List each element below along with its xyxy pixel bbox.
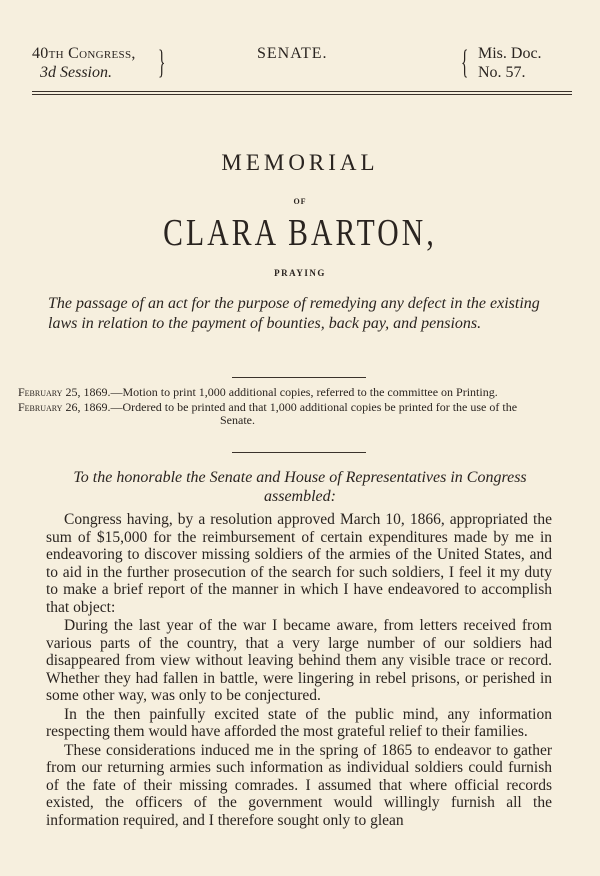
body-paragraph: During the last year of the war I became aware, from letters received from various parts of the country, that a very large number of our soldiers had disappeared from view without leaving behind them any visible trace or record. Whether they had fallen in battle, were lingering in rebel prisons, or perished in some other way, was only to be conjectured. xyxy=(46,617,552,704)
order-text: —Ordered to be printed and that 1,000 additional copies be printed for the use of the Senate. xyxy=(110,400,518,427)
doc-number-label: No. 57. xyxy=(478,64,526,81)
left-brace-icon: { xyxy=(461,44,469,81)
right-brace-icon: } xyxy=(158,44,166,81)
session-label: 3d Session. xyxy=(40,64,112,81)
of-label: OF xyxy=(293,197,307,206)
memorial-heading: MEMORIAL xyxy=(221,150,379,175)
salutation: To the honorable the Senate and House of Representatives in Congress assembled: xyxy=(73,469,527,505)
congress-session-block xyxy=(32,44,136,82)
body-paragraph: In the then painfully excited state of the public mind, any information respecting them would have afforded the most grateful relief to their families. xyxy=(46,705,552,740)
header-rule-bottom xyxy=(32,94,572,95)
header-rule-top xyxy=(32,91,572,92)
body-paragraph: Congress having, by a resolution approved March 10, 1866, appropriated the sum of $15,000 for the reimbursement of certain expenditures made by me in endeavoring to discover missing soldiers of the armies of the United States, and to aid in the further prosecution of the search for such soldiers, I feel it my duty to make a brief report of the manner in which I have endeavored to accomplish that object: xyxy=(46,511,552,616)
author-name: CLARA BARTON, xyxy=(163,212,437,254)
doc-id-block xyxy=(478,44,542,82)
order-entry xyxy=(18,401,550,427)
order-date: February 25, 1869. xyxy=(18,385,111,399)
orders-block xyxy=(18,386,550,429)
memorial-body xyxy=(46,511,552,830)
doc-type-label: Mis. Doc. xyxy=(478,45,542,62)
subject-text: The passage of an act for the purpose of remedying any defect in the existing laws in relation to the payment of bounties, back pay, and pensions. xyxy=(48,295,540,332)
body-paragraph: These considerations induced me in the spring of 1865 to endeavor to gather from our returning armies such information as individual soldiers could furnish of the fate of their missing comrades. I assumed that where official records existed, the officers of the government would willingly furnish all the information required, and I therefore sought only to glean xyxy=(46,741,552,829)
order-entry xyxy=(18,386,550,399)
divider-rule xyxy=(232,377,366,378)
divider-rule xyxy=(232,452,366,453)
praying-label: PRAYING xyxy=(274,268,326,278)
order-text: —Motion to print 1,000 additional copies, referred to the committee on Printing. xyxy=(110,385,498,399)
chamber-label: SENATE. xyxy=(257,45,328,62)
congress-label: 40th Congress, xyxy=(32,45,136,62)
document-header xyxy=(0,44,600,88)
order-date: February 26, 1869. xyxy=(18,400,111,414)
